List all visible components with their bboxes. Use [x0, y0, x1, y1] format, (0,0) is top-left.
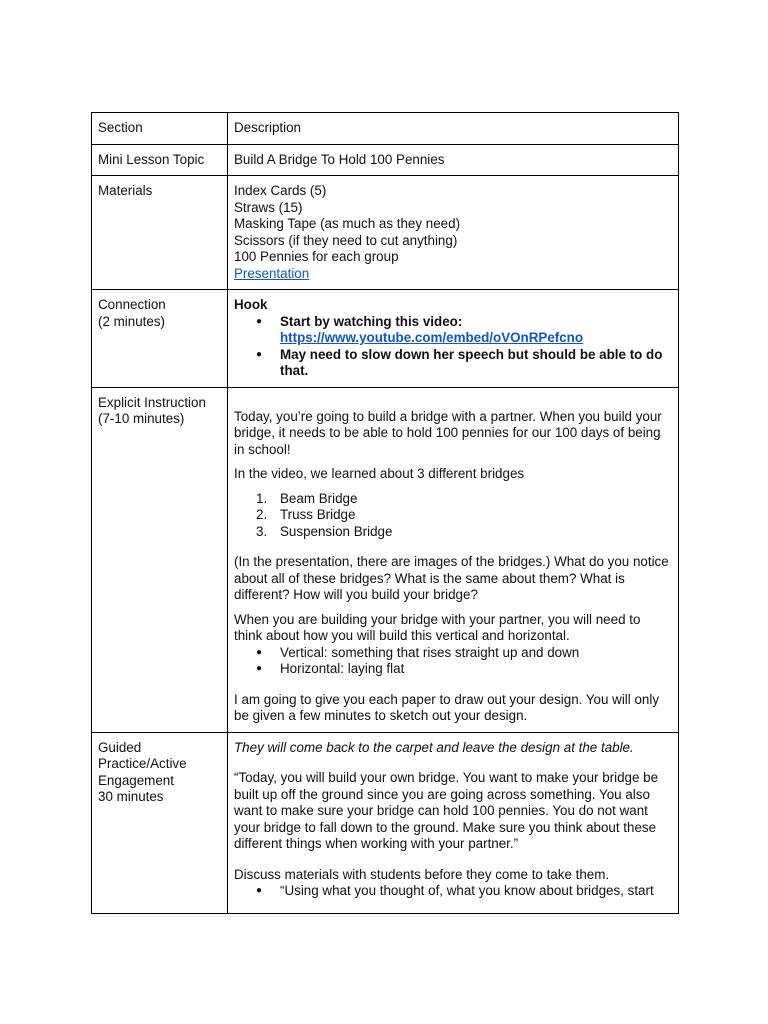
table-row-topic	[92, 144, 679, 176]
table-row-materials	[92, 176, 679, 290]
list-item: ● “Using what you thought of, what you know about bridges, start	[234, 883, 672, 900]
material-item: Scissors (if they need to cut anything)	[234, 232, 458, 248]
bridge-name: Beam Bridge	[280, 490, 358, 506]
explicit-label	[92, 387, 228, 732]
table-header-row	[92, 113, 679, 145]
presentation-link[interactable]: Presentation	[234, 265, 310, 281]
guided-note: They will come back to the carpet and leave the design at the table.	[234, 739, 634, 755]
bridge-list	[234, 491, 672, 541]
guided-label-line: Guided	[98, 739, 142, 755]
table-row-explicit-instruction	[92, 387, 679, 732]
bridge-name: Truss Bridge	[280, 507, 356, 522]
list-item: ● Horizontal: laying flat	[234, 661, 672, 678]
explicit-label-line: Explicit Instruction	[98, 394, 206, 410]
materials-label: Materials	[92, 176, 228, 290]
guided-duration: 30 minutes	[98, 789, 164, 804]
list-number: 2.	[256, 507, 268, 522]
explicit-para: (In the presentation, there are images of the bridges.) What do you notice about all of these bridges? What is the same about them? What is different? How will you build your bridge?	[234, 554, 669, 602]
connection-label	[92, 290, 228, 388]
list-item: ● Vertical: something that rises straight up and down	[234, 645, 672, 662]
video-instruction: Start by watching this video:	[280, 313, 463, 329]
guided-cell	[228, 732, 679, 913]
list-number: 1.	[256, 490, 268, 506]
list-item	[234, 507, 672, 524]
list-item	[234, 314, 672, 347]
explicit-para: Today, you’re going to build a bridge with a partner. When you build your bridge, it needs to be able to hold 100 pennies for our 100 days of being in school!	[234, 408, 662, 457]
topic-label: Mini Lesson Topic	[92, 144, 228, 176]
material-item: Index Cards (5)	[234, 183, 327, 198]
material-item: Straws (15)	[234, 199, 303, 215]
list-item	[234, 524, 672, 541]
connection-label-line: Connection	[98, 297, 166, 312]
header-description: Description	[228, 113, 679, 145]
video-link[interactable]: https://www.youtube.com/embed/oVOnRPefcno	[280, 330, 584, 345]
lesson-plan-table	[91, 112, 679, 914]
materials-cell	[228, 176, 679, 290]
guided-quote: “Today, you will build your own bridge. You want to make your bridge be built up off the ground since you are going across something. You also want to make sure your bridge can hold 100 pennies. You do not want your bridge to fall down to the ground. Make sure you think about these different things when working with your partner.”	[234, 770, 659, 851]
guided-label	[92, 732, 228, 913]
guided-discuss: Discuss materials with students before they come to take them.	[234, 866, 610, 882]
table-row-guided-practice	[92, 732, 679, 913]
explicit-duration: (7-10 minutes)	[98, 411, 185, 426]
connection-cell	[228, 290, 679, 388]
list-number: 3.	[256, 523, 268, 539]
guided-bullets	[234, 883, 672, 900]
term-list	[234, 645, 672, 678]
explicit-para: When you are building your bridge with your partner, you will need to think about how you will build this vertical and horizontal.	[234, 611, 641, 643]
list-item: ● May need to slow down her speech but should be able to do that.	[234, 347, 672, 380]
hook-heading: Hook	[234, 297, 268, 312]
bridge-name: Suspension Bridge	[280, 523, 393, 539]
table-row-connection	[92, 290, 679, 388]
connection-duration: (2 minutes)	[98, 313, 165, 329]
guided-label-line: Engagement	[98, 772, 174, 788]
explicit-para: I am going to give you each paper to draw out your design. You will only be given a few minutes to sketch out your design.	[234, 691, 660, 723]
explicit-para: In the video, we learned about 3 different bridges	[234, 466, 525, 481]
connection-bullets	[234, 314, 672, 380]
explicit-cell	[228, 387, 679, 732]
material-item: 100 Pennies for each group	[234, 249, 399, 264]
guided-label-line: Practice/Active	[98, 756, 187, 771]
list-item	[234, 491, 672, 508]
topic-value: Build A Bridge To Hold 100 Pennies	[228, 144, 679, 176]
header-section: Section	[92, 113, 228, 145]
material-item: Masking Tape (as much as they need)	[234, 216, 461, 231]
